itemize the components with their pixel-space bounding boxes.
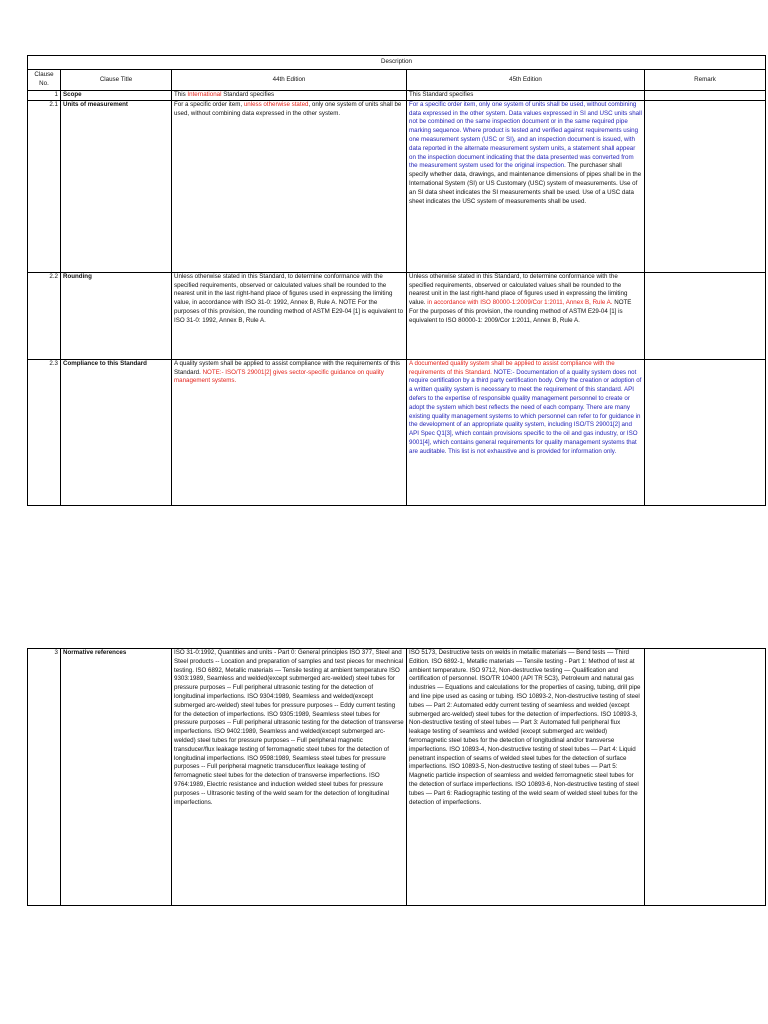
ed45-cell <box>407 272 645 359</box>
remark-cell <box>645 272 766 359</box>
ed45-cell: ISO 5173, Destructive tests on welds in metallic materials — Bend tests — Third Edition. ISO 6892-1, Metallic materials — Tensile testing - Part 1: Method of test at ambient temperature. ISO 9712, Non-destructive testing — Qualification and certification of personnel. ISO/TR 10400 (API TR 5C3), Petroleum and natural gas industries — Equations and calculations for the properties of casing, tubing, drill pipe and line pipe used as casing or tubing. ISO 10893-2, Non-destructive testing of steel tubes — Part 2: Automated eddy current testing of seamless and welded (except submerged arc-welded) steel tubes for the detection of imperfections. ISO 10893-3, Non-destructive testing of steel tubes — Part 3: Automated full peripheral flux leakage testing of seamless and welded (except submerged arc welded) ferromagnetic steel tubes for the detection of longitudinal and/or transverse imperfections. ISO 10893-4, Non-destructive testing of steel tubes — Part 4: Liquid penetrant inspection of seams of welded steel tubes for the detection of surface imperfections. ISO 10893-5, Non-destructive testing of steel tubes — Part 5: Magnetic particle inspection of seamless and welded ferromagnetic steel tubes for the detection of surface imperfections. ISO 10893-6, Non-destructive testing of steel tubes — Part 6: Radiographic testing of the weld seam of welded steel tubes for the detection of imperfections. <box>407 649 645 906</box>
text-segment: Standard specifies <box>221 91 275 98</box>
clause-no: 2.1 <box>28 100 61 272</box>
table-row <box>28 649 766 906</box>
text-segment: NOTE For the purposes of this provision, the rounding method of ASTM E29-04 [1] is equivalent to ISO 80000-1: 2009/Cor 1:2011, Annex B, Rule A. <box>409 299 632 324</box>
text-segment: , only one system of units shall be used, without combining data expressed in the other system. <box>174 100 402 117</box>
comparison-table <box>27 55 766 506</box>
clause-no: 2.3 <box>28 359 61 505</box>
table-row <box>28 272 766 359</box>
text-segment: NOTE:- Documentation of a quality system does not require certification by a third party certification body. Only the creation or adoption of a written quality system is necessary to meet the requirement of this standard. API defers to the expertise of responsible quality management personnel to create or adopt the system which best reflects the need of each company. There are many existing quality management systems to which personnel can refer to for guidance in the development of an appropriate quality system, including ISO/TS 29001[2] and API Spec Q1[3], which contain provisions specific to the oil and gas industry, or ISO 9001[4], which contains general requirements for quality management systems that are auditable. This list is not exhaustive and is provided for information only. <box>409 368 642 455</box>
clause-title: Normative references <box>61 649 172 906</box>
table-row <box>28 100 766 272</box>
ed44-header: 44th Edition <box>172 70 407 91</box>
ed44-cell <box>172 100 407 272</box>
normative-references-table <box>27 648 766 906</box>
ed45-cell <box>407 100 645 272</box>
text-segment: A quality system shall be applied to assist compliance with the requirements of this Standard. <box>174 359 400 376</box>
ed44-cell: ISO 31-0:1992, Quantities and units - Part 0: General principles ISO 377, Steel and Steel products -- Location and preparation of samples and test pieces for mechnical testing. ISO 6892, Metallic materials — Tensile testing at ambient temperature ISO 9303:1989, Seamless and welded(except submerged arc-welded) steel tubes for pressure purposes -- Full peripheral ultrasonic testing for the detection of longitudinal imperfections. ISO 9304:1989, Seamless and welded(except submerged arc-welded) steel tubes for pressure purposes -- Eddy current testing for the detection of imperfections. ISO 9305:1989, Seamless steel tubes for pressure purposes -- Full peripheral ultrasonic testing for the detection of transverse imperfections. ISO 9402:1989, Seamless and welded(except submerged arc-welded) steel tubes for pressure purposes -- Full peripheral magnetic transducer/flux leakage testing of ferromagnetic steel tubes for the detection of longitudinal imperfections. ISO 9598:1989, Seamless steel tubes for pressure purposes -- Full peripheral magnetic transducer/flux leakage testing of ferromagnetic steel tubes for the detection of transverse imperfections. ISO 9764:1989, Electric resistance and induction welded steel tubes for pressure purposes -- Ultrasonic testing of the weld seam for the detection of longitudinal imperfections. <box>172 649 407 906</box>
ed45-cell <box>407 91 645 101</box>
ed44-cell <box>172 272 407 359</box>
clause-no: 2.2 <box>28 272 61 359</box>
description-header: Description <box>28 56 766 70</box>
remark-cell <box>645 359 766 505</box>
ed45-header: 45th Edition <box>407 70 645 91</box>
clause-title: Units of measurement <box>61 100 172 272</box>
remark-cell <box>645 91 766 101</box>
clause-no: 1 <box>28 91 61 101</box>
clause-title: Rounding <box>61 272 172 359</box>
text-segment: This <box>174 91 188 98</box>
ed44-cell <box>172 91 407 101</box>
clause-no: 3 <box>28 649 61 906</box>
ed44-cell <box>172 359 407 505</box>
clause-title: Scope <box>61 91 172 101</box>
text-segment: For a specific order item, only one system of units shall be used, without combining data expressed in the other system. Data values expressed in SI and USC units shall not be combined on the same inspection document or in the same required pipe marking sequence. Where product is tested and verified against requirements using one measurement system (USC or SI), and an inspection document is issued, with data reported in the alternate measurement system units, a statement shall appear on the inspection document indicating that the data presented was converted from the measurement system used for the original inspection. <box>409 100 642 170</box>
clause-no-header: Clause No. <box>28 70 61 91</box>
text-segment: The purchaser shall specify whether data, drawings, and maintenance dimensions of pipes shall be in the International System (SI) or US Customary (USC) system of measurements. Use of an SI data sheet indicates the SI measurements shall be used. Use of a USC data sheet indicates the USC system of measurements shall be used. <box>409 162 642 205</box>
text-segment: Unless otherwise stated in this Standard, to determine conformance with the specified requirements, observed or calculated values shall be rounded to the nearest unit in the last right-hand place of figures used in expressing the limiting value, in accordance with ISO 31-0: 1992, Annex B, Rule A. NOTE For the purposes of this provision, the rounding method of ASTM E29-04 [1] is equivalent to ISO 31-0: 1992, Annex B, Rule A. <box>174 272 404 324</box>
text-segment: NOTE:- ISO/TS 29001[2] gives sector-specific guidance on quality management systems. <box>174 368 384 385</box>
clause-title-header: Clause Title <box>61 70 172 91</box>
text-segment: Unless otherwise stated in this Standard, to determine conformance with the specified requirements, observed or calculated values shall be rounded to the nearest unit in the last right-hand place of figures used in expressing the limiting value. <box>409 272 628 307</box>
text-segment: A documented quality system shall be applied to assist compliance with the requirements of this Standard. <box>409 359 615 376</box>
ed45-cell <box>407 359 645 505</box>
remark-cell <box>645 649 766 906</box>
table-row <box>28 91 766 101</box>
clause-title: Compliance to this Standard <box>61 359 172 505</box>
text-segment: For a specific order item, <box>174 100 244 108</box>
text-segment: in accordance with ISO 80000-1:2009/Cor 1:2011, Annex B, Rule A. <box>427 299 613 307</box>
text-segment: International <box>187 91 222 98</box>
remark-header: Remark <box>645 70 766 91</box>
remark-cell <box>645 100 766 272</box>
table-row <box>28 359 766 505</box>
text-segment: This Standard specifies <box>409 91 474 98</box>
text-segment: unless otherwise stated <box>243 100 309 108</box>
